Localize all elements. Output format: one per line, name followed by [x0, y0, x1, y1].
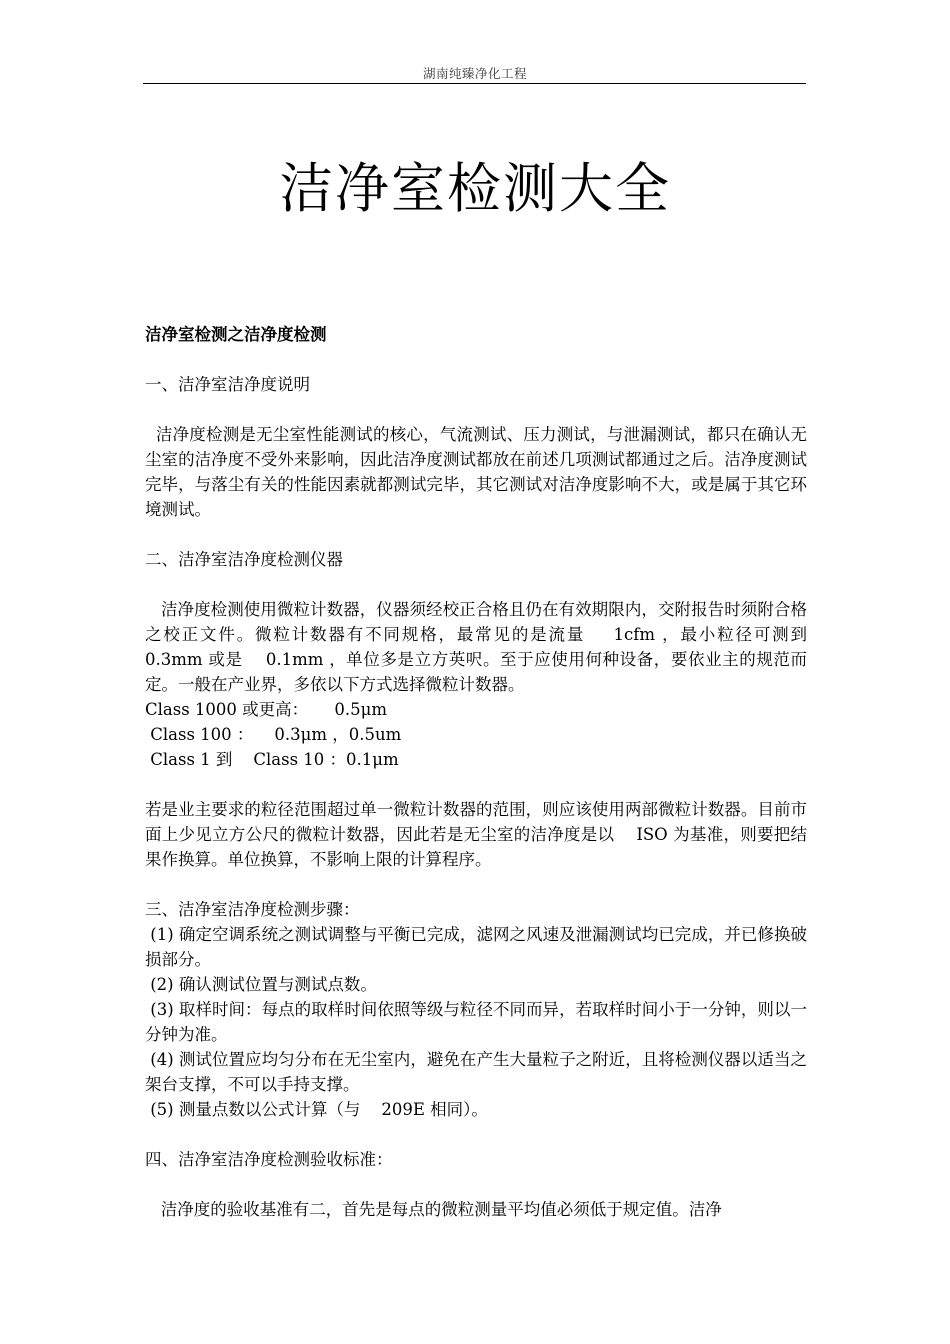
paragraph-acceptance: 洁净度的验收基准有二，首先是每点的微粒测量平均值必须低于规定值。洁净 [145, 1200, 722, 1219]
header-divider [143, 83, 806, 84]
class-line-1000: Class 1000 或更高： 0.5μm [145, 700, 387, 719]
page-header: 湖南纯臻净化工程 [422, 66, 527, 81]
step-4: (4) 测试位置应均匀分布在无尘室内，避免在产生大量粒子之附近，且将检测仪器以适当之架台支撑，不可以手持支撑。 [145, 1050, 807, 1094]
document-body [145, 322, 828, 1222]
class-line-1-10: Class 1 到 Class 10 ：0.1μm [145, 750, 399, 769]
heading-steps: 三、洁净室洁净度检测步骤： [145, 900, 360, 919]
class-line-100: Class 100 ： 0.3μm ，0.5um [145, 725, 402, 744]
step-3: (3) 取样时间：每点的取样时间依照等级与粒径不同而异，若取样时间小于一分钟，则以一分钟为准。 [145, 1000, 807, 1044]
paragraph-description: 洁净度检测是无尘室性能测试的核心，气流测试、压力测试，与泄漏测试，都只在确认无尘室的洁净度不受外来影响，因此洁净度测试都放在前述几项测试都通过之后。洁净度测试完毕，与落尘有关的性能因素就都测试完毕，其它测试对洁净度影响不大，或是属于其它环境测试。 [145, 425, 807, 519]
step-1: (1) 确定空调系统之测试调整与平衡已完成，滤网之风速及泄漏测试均已完成，并已修换破损部分。 [145, 925, 807, 969]
section-heading-cleanliness: 洁净室检测之洁净度检测 [145, 325, 327, 344]
document-title: 洁净室检测大全 [279, 157, 671, 220]
step-5: (5) 测量点数以公式计算（与 209E 相同）。 [145, 1100, 488, 1119]
step-2: (2) 确认测试位置与测试点数。 [145, 975, 377, 994]
paragraph-instruments: 洁净度检测使用微粒计数器，仪器须经校正合格且仍在有效期限内，交附报告时须附合格之校正文件。微粒计数器有不同规格，最常见的是流量 1cfm ，最小粒径可测到 0.3mm 或是 0.1mm ，单位多是立方英呎。至于应使用何种设备，要依业主的规范而定。一般在产业界，多依以下方式选择微粒计数器。 [145, 600, 828, 694]
heading-description: 一、洁净室洁净度说明 [145, 375, 310, 394]
heading-acceptance: 四、洁净室洁净度检测验收标准： [145, 1150, 393, 1169]
paragraph-particle-range: 若是业主要求的粒径范围超过单一微粒计数器的范围，则应该使用两部微粒计数器。目前市面上少见立方公尺的微粒计数器，因此若是无尘室的洁净度是以 ISO 为基准，则要把结果作换算。单位换算，不影响上限的计算程序。 [145, 800, 807, 869]
heading-instruments: 二、洁净室洁净度检测仪器 [145, 550, 343, 569]
